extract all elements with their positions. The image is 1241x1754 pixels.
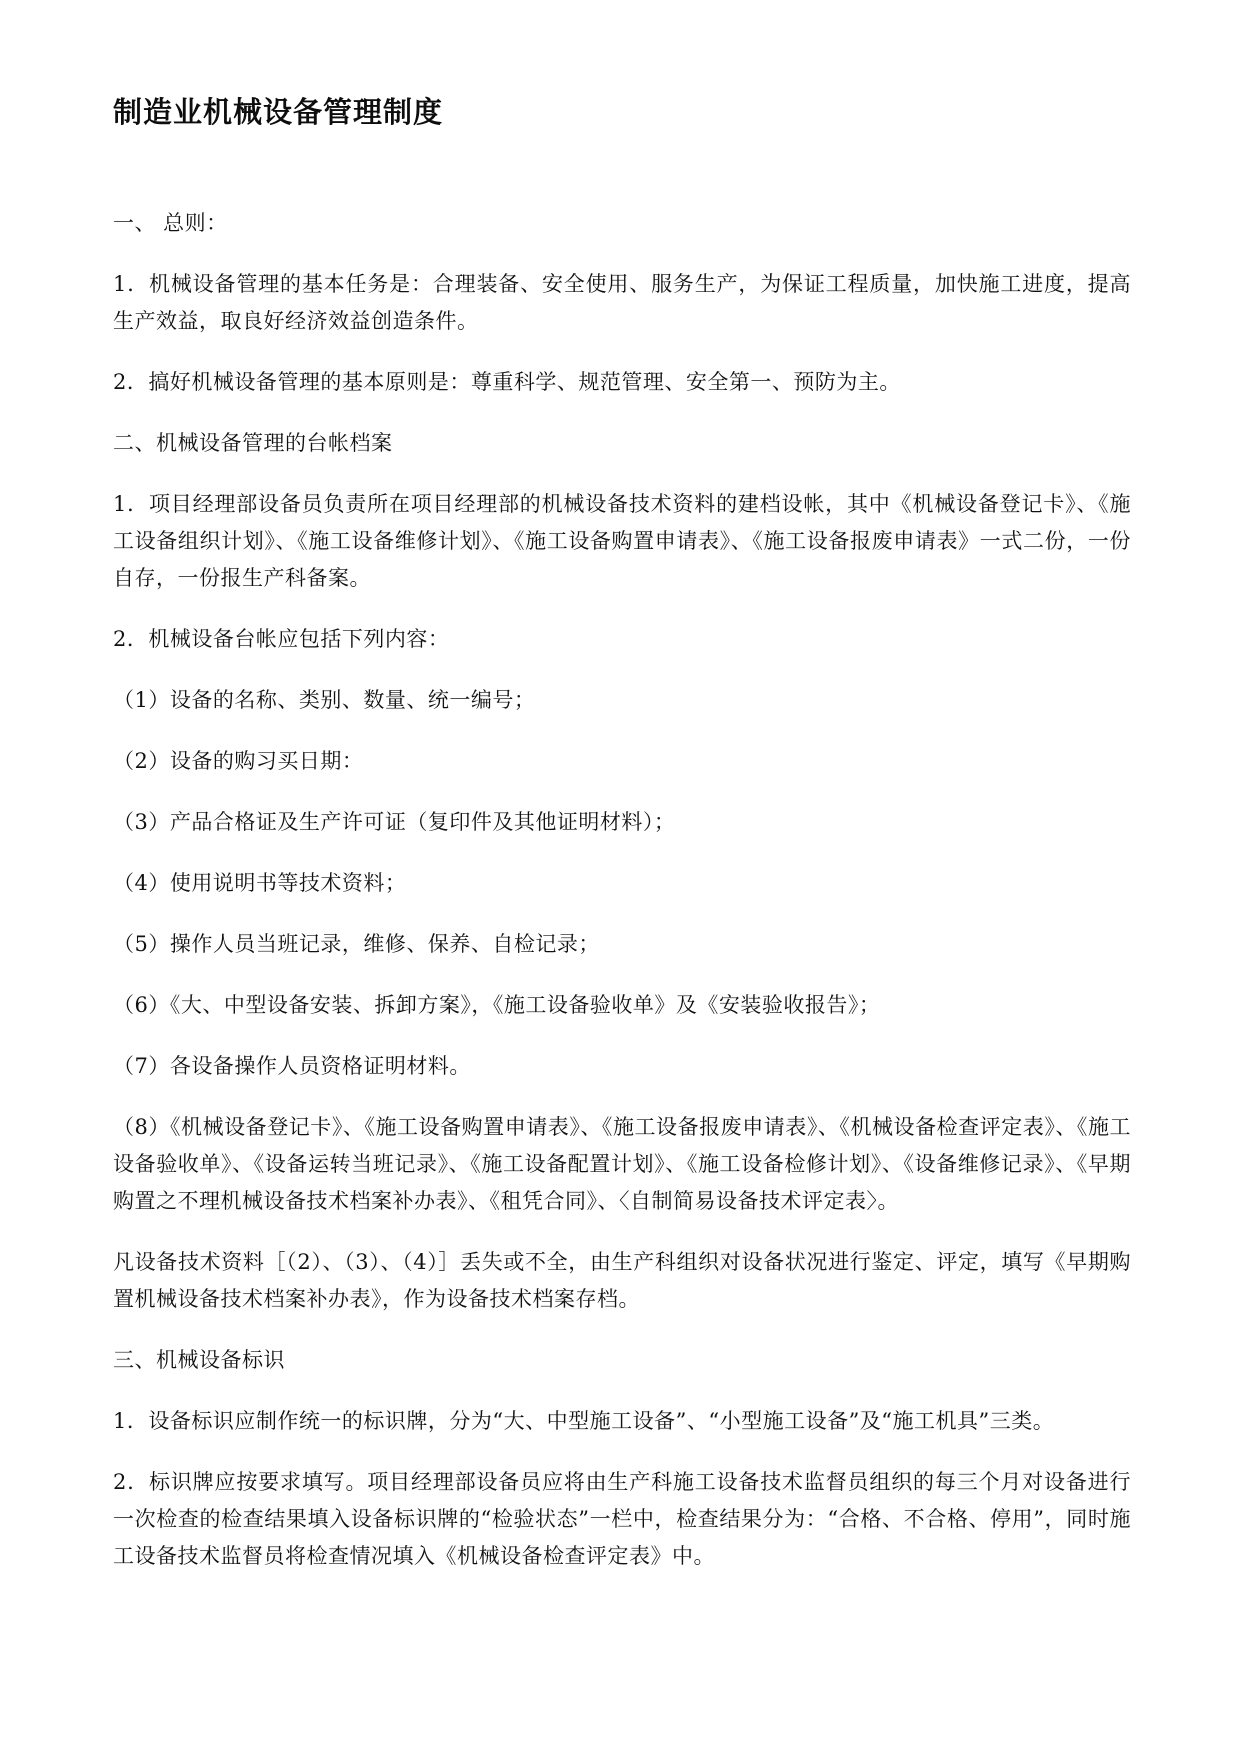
- list-item-4: （4）使用说明书等技术资料；: [113, 871, 407, 895]
- list-item-3: （3）产品合格证及生产许可证（复印件及其他证明材料）；: [113, 810, 676, 834]
- list-item-1: （1）设备的名称、类别、数量、统一编号；: [113, 688, 536, 712]
- paragraph-missing-records: 凡设备技术资料［（2）、（3）、（4）］丢失或不全，由生产科组织对设备状况进行鉴定、评定，填写《早期购置机械设备技术档案补办表》，作为设备技术档案存档。: [113, 1250, 1131, 1311]
- paragraph-marking-plate: 1．设备标识应制作统一的标识牌，分为“大、中型施工设备”、“小型施工设备”及“施工机具”三类。: [113, 1409, 1055, 1433]
- section-heading-marking: 三、机械设备标识: [113, 1348, 285, 1372]
- paragraph-marking-fill: 2．标识牌应按要求填写。项目经理部设备员应将由生产科施工设备技术监督员组织的每三个月对设备进行一次检查的检查结果填入设备标识牌的“检验状态”一栏中，检查结果分为：“合格、不合格、停用”，同时施工设备技术监督员将检查情况填入《机械设备检查评定表》中。: [113, 1470, 1131, 1568]
- section-heading-ledger: 二、机械设备管理的台帐档案: [113, 431, 393, 455]
- section-heading-general: 一、 总则：: [113, 211, 228, 235]
- document-title: 制造业机械设备管理制度: [113, 95, 444, 129]
- list-item-2: （2）设备的购习买日期：: [113, 749, 364, 773]
- list-item-6: （6）《大、中型设备安装、拆卸方案》，《施工设备验收单》及《安装验收报告》；: [113, 993, 881, 1017]
- list-item-5: （5）操作人员当班记录，维修、保养、自检记录；: [113, 932, 600, 956]
- list-item-7: （7）各设备操作人员资格证明材料。: [113, 1054, 471, 1078]
- paragraph-ledger-contents: 2．机械设备台帐应包括下列内容：: [113, 627, 450, 651]
- paragraph-basic-principle: 2．搞好机械设备管理的基本原则是：尊重科学、规范管理、安全第一、预防为主。: [113, 370, 901, 394]
- document-body: [113, 205, 1131, 1599]
- paragraph-basic-task: 1．机械设备管理的基本任务是：合理装备、安全使用、服务生产，为保证工程质量，加快施工进度，提高生产效益，取良好经济效益创造条件。: [113, 272, 1131, 333]
- list-item-8: （8）《机械设备登记卡》、《施工设备购置申请表》、《施工设备报废申请表》、《机械设备检查评定表》、《施工设备验收单》、《设备运转当班记录》、《施工设备配置计划》、《施工设备检修计划》、《设备维修记录》、《早期购置之不理机械设备技术档案补办表》、《租凭合同》、〈自制简易设备技术评定表〉。: [113, 1115, 1131, 1213]
- paragraph-ledger-records: 1．项目经理部设备员负责所在项目经理部的机械设备技术资料的建档设帐，其中《机械设备登记卡》、《施工设备组织计划》、《施工设备维修计划》、《施工设备购置申请表》、《施工设备报废申请表》一式二份，一份自存，一份报生产科备案。: [113, 492, 1131, 590]
